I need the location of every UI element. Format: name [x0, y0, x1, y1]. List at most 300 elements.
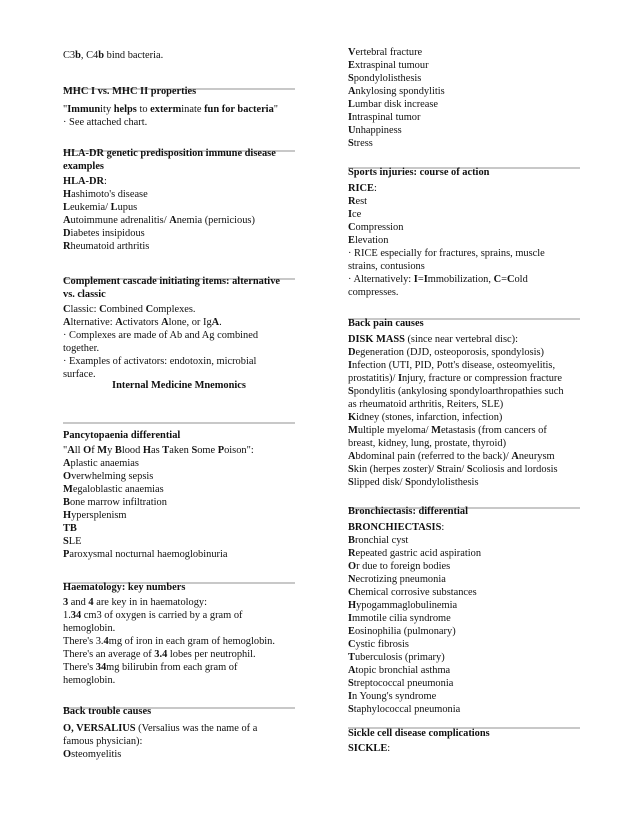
section-heading	[63, 582, 295, 595]
text-run: ystic fibrosis	[355, 639, 409, 650]
text-line	[63, 497, 295, 510]
mnemonic-letter: O	[348, 561, 357, 572]
mnemonic-letter: HLA-DR genetic predisposition immune disease	[63, 148, 276, 159]
text-line	[348, 438, 580, 451]
mnemonic-letter: I	[397, 373, 402, 384]
text-run: topic bronchial asthma	[355, 665, 451, 676]
text-run: bind bacteria.	[104, 50, 164, 61]
mnemonic-letter: C	[145, 304, 154, 315]
text-run: lipped disk/	[353, 477, 406, 488]
mnemonic-letter: A	[348, 665, 356, 676]
text-line	[348, 112, 580, 125]
text-run: as	[151, 445, 163, 456]
text-line	[348, 261, 580, 274]
mnemonic-letter: P	[63, 549, 70, 560]
mnemonic-letter: U	[348, 125, 356, 136]
mnemonic-letter: M	[431, 425, 441, 436]
mnemonic-letter: 4	[103, 636, 109, 647]
text-run: hemical corrosive substances	[355, 587, 477, 598]
text-run: ce	[352, 209, 362, 220]
text-run: ll	[74, 445, 84, 456]
text-line	[348, 652, 580, 665]
text-line	[63, 510, 295, 523]
text-line	[348, 138, 580, 151]
mnemonic-letter: HLA-DR	[63, 176, 104, 187]
mnemonic-letter: C	[348, 639, 356, 650]
text-run: are key in in haematology:	[93, 597, 208, 608]
text-run: :	[103, 176, 107, 187]
text-run: train/	[442, 464, 467, 475]
text-run: , C4	[80, 50, 99, 61]
mnemonic-letter: A	[211, 317, 220, 328]
mnemonic-letter: S	[348, 678, 354, 689]
text-line	[63, 623, 295, 636]
section-heading	[63, 706, 295, 719]
text-line	[348, 574, 580, 587]
text-run: ompression	[355, 222, 404, 233]
mnemonic-letter: S	[436, 464, 443, 475]
text-run: nfection (UTI, PID, Pott's disease, osteomyelitis,	[352, 360, 556, 371]
text-run: utoimmune adrenalitis/	[70, 215, 170, 226]
text-run: :	[373, 183, 377, 194]
text-line	[348, 347, 580, 360]
text-run: lobes per neutrophil.	[167, 649, 256, 660]
text-run: bdominal pain (referred to the back)/	[355, 451, 512, 462]
text-run: one marrow infiltration	[69, 497, 167, 508]
text-run: surface.	[63, 369, 96, 380]
text-run: uberculosis (primary)	[354, 652, 445, 663]
mnemonic-letter: I	[348, 613, 353, 624]
text-line	[63, 176, 295, 189]
text-line	[348, 464, 580, 477]
mnemonic-letter: R	[348, 548, 356, 559]
mnemonic-letter: examples	[63, 161, 104, 172]
text-run: xtraspinal tumour	[354, 60, 429, 71]
mnemonic-letter: fun	[204, 104, 220, 115]
mnemonic-letter: N	[348, 574, 356, 585]
mnemonic-letter: helps	[113, 104, 137, 115]
text-run: ombined	[106, 304, 146, 315]
text-line	[348, 373, 580, 386]
mnemonic-letter: Complement cascade initiating items: alternative	[63, 276, 281, 287]
text-line	[63, 317, 295, 330]
mnemonic-letter: b	[75, 50, 81, 61]
text-run: (Versalius was the name of a	[135, 723, 258, 734]
text-line	[63, 343, 295, 356]
mnemonic-letter: for bacteria	[221, 104, 274, 115]
text-line	[348, 386, 580, 399]
text-run: ecrotizing pneumonia	[355, 574, 446, 585]
mnemonic-letter: S	[348, 73, 354, 84]
text-line	[63, 675, 295, 688]
text-run: ome	[197, 445, 218, 456]
text-run: =	[501, 274, 507, 285]
text-run: cm3 of oxygen is carried by a gram of	[81, 610, 243, 621]
text-run: together.	[63, 343, 100, 354]
text-run: njury, fracture or compression fracture	[401, 373, 563, 384]
mnemonic-letter: H	[142, 445, 152, 456]
text-line	[63, 202, 295, 215]
text-run: nemia (pernicious)	[176, 215, 255, 226]
text-line	[348, 125, 580, 138]
mnemonic-letter: I	[348, 209, 353, 220]
text-line	[348, 678, 580, 691]
text-line	[348, 743, 580, 756]
text-run: inate	[181, 104, 205, 115]
mnemonic-letter: S	[348, 386, 354, 397]
mnemonic-letter: L	[110, 202, 118, 213]
mnemonic-letter: 4	[88, 597, 94, 608]
mnemonic-letter: B	[348, 535, 355, 546]
text-run: plastic anaemias	[70, 458, 139, 469]
text-run: r due to foreign bodies	[356, 561, 451, 572]
text-line	[63, 304, 295, 317]
text-line	[63, 228, 295, 241]
text-run: "	[63, 445, 68, 456]
text-run: lone, or Ig	[168, 317, 212, 328]
text-run: old	[514, 274, 528, 285]
mnemonic-letter: b	[98, 50, 105, 61]
text-line	[348, 222, 580, 235]
text-line	[348, 691, 580, 704]
text-run: pondylitis (ankylosing spondyloarthropathies such	[353, 386, 564, 397]
mnemonic-letter: 3	[63, 597, 69, 608]
text-run: 1.	[63, 610, 71, 621]
mnemonic-letter: S	[348, 138, 354, 149]
text-line	[63, 330, 295, 343]
text-run: · See attached chart.	[63, 117, 148, 128]
mnemonic-letter: C	[493, 274, 502, 285]
text-line	[348, 412, 580, 425]
mnemonic-letter: 3.4	[154, 649, 168, 660]
text-run: idney (stones, infarction, infection)	[356, 412, 503, 423]
mnemonic-letter: exterm	[150, 104, 182, 115]
text-run: pondylolisthesis	[410, 477, 479, 488]
mnemonic-letter: L	[348, 99, 355, 110]
text-run: pondylolisthesis	[353, 73, 422, 84]
mnemonic-letter: P	[217, 445, 225, 456]
text-line	[348, 248, 580, 261]
text-run: lood	[121, 445, 143, 456]
text-run: "	[273, 104, 279, 115]
text-run: kin (herpes zoster)/	[353, 464, 437, 475]
text-line	[348, 626, 580, 639]
text-run: mmobilization,	[427, 274, 494, 285]
text-run: y	[107, 445, 115, 456]
text-run: compresses.	[348, 287, 399, 298]
mnemonic-letter: I	[348, 360, 353, 371]
text-run: neurysm	[518, 451, 555, 462]
mnemonic-letter: S	[348, 464, 354, 475]
text-run: ypogammaglobulinemia	[356, 600, 458, 611]
mnemonic-letter: DISK MASS	[348, 334, 405, 345]
text-run: f	[91, 445, 98, 456]
mnemonic-letter: I	[348, 691, 353, 702]
text-line	[348, 47, 580, 60]
text-run: ntraspinal tumor	[352, 112, 421, 123]
mnemonic-letter: C	[348, 222, 356, 233]
mnemonic-letter: S	[348, 477, 354, 488]
text-run: iabetes insipidous	[70, 228, 145, 239]
text-line	[348, 600, 580, 613]
mnemonic-letter: K	[348, 412, 357, 423]
text-run: osinophilia (pulmonary)	[354, 626, 456, 637]
text-line	[348, 665, 580, 678]
text-line	[63, 471, 295, 484]
text-run: heumatoid arthritis	[70, 241, 150, 252]
mnemonic-letter: M	[63, 484, 73, 495]
mnemonic-letter: A	[169, 215, 177, 226]
mnemonic-letter: 34	[70, 610, 82, 621]
mnemonic-letter: A	[63, 215, 71, 226]
mnemonic-letter: L	[63, 202, 70, 213]
mnemonic-letter: H	[63, 510, 72, 521]
text-run: nkylosing spondylitis	[355, 86, 445, 97]
text-run: mg bilirubin from each gram of	[106, 662, 238, 673]
text-line	[348, 548, 580, 561]
text-line	[348, 535, 580, 548]
mnemonic-letter: T	[162, 445, 170, 456]
mnemonic-letter: V	[348, 47, 356, 58]
text-run: epeated gastric acid aspiration	[355, 548, 482, 559]
text-run: =	[417, 274, 424, 285]
mnemonic-letter: BRONCHIECTASIS	[348, 522, 442, 533]
text-line	[348, 287, 580, 300]
text-run: ultiple myeloma/	[357, 425, 432, 436]
mnemonic-letter: Bronchiectasis: differential	[348, 506, 468, 517]
text-run: verwhelming sepsis	[71, 471, 154, 482]
mnemonic-letter: B	[63, 497, 70, 508]
text-line	[348, 99, 580, 112]
text-run: nhappiness	[355, 125, 402, 136]
text-run: LE	[68, 536, 82, 547]
mnemonic-letter: D	[63, 228, 71, 239]
mnemonic-letter: S	[348, 704, 354, 715]
mnemonic-letter: MHC I vs. MHC II properties	[63, 86, 197, 97]
text-run: · RICE especially for fractures, sprains, muscle	[348, 248, 545, 259]
text-line	[63, 241, 295, 254]
text-line	[348, 704, 580, 717]
document-title	[63, 380, 295, 393]
mnemonic-letter: I	[413, 274, 418, 285]
mnemonic-letter: A	[348, 451, 356, 462]
mnemonic-letter: H	[63, 189, 72, 200]
text-line	[63, 104, 295, 117]
mnemonic-letter: RICE	[348, 183, 374, 194]
mnemonic-letter: TB	[63, 523, 77, 534]
text-line	[63, 649, 295, 662]
text-run: upus	[117, 202, 138, 213]
text-line	[348, 209, 580, 222]
mnemonic-letter: SICKLE	[348, 743, 388, 754]
mnemonic-letter: D	[348, 347, 356, 358]
text-run: steomyelitis	[71, 749, 122, 760]
mnemonic-letter: A	[348, 86, 356, 97]
mnemonic-letter: Haematology: key numbers	[63, 582, 186, 593]
text-line	[348, 522, 580, 535]
text-run: mmotile cilia syndrome	[352, 613, 451, 624]
text-line	[348, 425, 580, 438]
section-divider	[63, 422, 295, 424]
section-heading	[348, 728, 580, 741]
text-run: aroxysmal nocturnal haemoglobinuria	[69, 549, 228, 560]
text-line	[348, 183, 580, 196]
text-run: etastasis (from cancers of	[440, 425, 547, 436]
section-heading	[63, 289, 295, 302]
mnemonic-letter: E	[348, 235, 355, 246]
mnemonic-letter: E	[348, 626, 355, 637]
text-run: · Examples of activators: endotoxin, microbial	[63, 356, 257, 367]
text-run: lternative:	[70, 317, 116, 328]
mnemonic-letter: O	[83, 445, 92, 456]
text-run: C3	[63, 50, 76, 61]
text-run: :	[441, 522, 445, 533]
text-run: eukemia/	[69, 202, 111, 213]
section-heading	[63, 276, 295, 289]
section-heading	[63, 148, 295, 161]
text-line	[348, 235, 580, 248]
mnemonic-letter: C	[99, 304, 107, 315]
text-run: aken	[169, 445, 192, 456]
mnemonic-letter: Internal Medicine Mnemonics	[112, 380, 246, 391]
text-run: n Young's syndrome	[352, 691, 437, 702]
text-line	[348, 587, 580, 600]
text-run: lassic:	[70, 304, 100, 315]
text-run: mg of iron in each gram of hemoglobin.	[108, 636, 275, 647]
mnemonic-letter: Sickle cell disease complications	[348, 728, 490, 739]
text-line	[63, 636, 295, 649]
mnemonic-letter: C	[63, 304, 71, 315]
mnemonic-letter: S	[466, 464, 473, 475]
text-run: ashimoto's disease	[71, 189, 148, 200]
mnemonic-letter: C	[348, 587, 356, 598]
mnemonic-letter: O	[63, 749, 72, 760]
text-line	[63, 189, 295, 202]
text-line	[63, 662, 295, 675]
text-line	[63, 458, 295, 471]
mnemonic-letter: H	[348, 600, 357, 611]
text-run: ronchial cyst	[354, 535, 409, 546]
mnemonic-letter: M	[348, 425, 358, 436]
text-line	[63, 215, 295, 228]
mnemonic-letter: A	[115, 317, 123, 328]
text-run: and	[68, 597, 89, 608]
text-run: treptococcal pneumonia	[353, 678, 454, 689]
mnemonic-letter: S	[63, 536, 69, 547]
section-heading	[348, 506, 580, 519]
mnemonic-letter: A	[63, 458, 71, 469]
section-heading	[63, 86, 295, 99]
mnemonic-letter: I	[423, 274, 428, 285]
text-line	[63, 610, 295, 623]
text-line	[63, 749, 295, 762]
text-run: levation	[354, 235, 389, 246]
text-run: hemoglobin.	[63, 675, 116, 686]
text-line	[348, 196, 580, 209]
text-line	[348, 399, 580, 412]
text-line	[348, 477, 580, 490]
text-line	[348, 334, 580, 347]
text-line	[63, 736, 295, 749]
text-run: est	[355, 196, 368, 207]
text-run: · Complexes are made of Ab and Ag combined	[63, 330, 259, 341]
text-run: coliosis and lordosis	[472, 464, 558, 475]
text-run: oison":	[224, 445, 254, 456]
text-line	[63, 117, 295, 130]
mnemonic-letter: C	[506, 274, 515, 285]
text-line	[348, 613, 580, 626]
text-line	[348, 561, 580, 574]
mnemonic-letter: A	[67, 445, 75, 456]
text-line	[63, 356, 295, 369]
text-line	[63, 549, 295, 562]
text-line	[348, 360, 580, 373]
text-line	[63, 50, 295, 63]
section-heading	[63, 430, 295, 443]
text-run: egeneration (DJD, osteoporosis, spondylosis)	[355, 347, 544, 358]
text-run: taphylococcal pneumonia	[353, 704, 461, 715]
text-line	[348, 639, 580, 652]
text-run: ity	[100, 104, 114, 115]
mnemonic-letter: R	[63, 241, 71, 252]
mnemonic-letter: A	[161, 317, 169, 328]
text-run: · Alternatively:	[348, 274, 414, 285]
text-run: tress	[353, 138, 373, 149]
text-run: egaloblastic anaemias	[72, 484, 164, 495]
mnemonic-letter: I	[348, 112, 353, 123]
text-run: There's	[63, 662, 96, 673]
mnemonic-letter: Pancytopaenia differential	[63, 430, 181, 441]
text-run: omplexes.	[153, 304, 196, 315]
text-run: ertebral fracture	[355, 47, 423, 58]
text-line	[63, 597, 295, 610]
text-run: as rheumatoid arthritis, Reiters, SLE)	[348, 399, 504, 410]
text-run: :	[387, 743, 391, 754]
text-run: umbar disk increase	[354, 99, 439, 110]
mnemonic-letter: O	[63, 471, 72, 482]
text-line	[348, 73, 580, 86]
text-line	[348, 60, 580, 73]
text-line	[63, 536, 295, 549]
mnemonic-letter: R	[348, 196, 356, 207]
mnemonic-letter: Back pain causes	[348, 318, 424, 329]
text-run: famous physician):	[63, 736, 143, 747]
text-run: breast, kidney, lung, prostate, thyroid)	[348, 438, 507, 449]
mnemonic-letter: T	[348, 652, 355, 663]
text-run: to	[136, 104, 151, 115]
mnemonic-letter: B	[114, 445, 122, 456]
mnemonic-letter: M	[97, 445, 108, 456]
mnemonic-letter: S	[191, 445, 198, 456]
text-line	[63, 445, 295, 458]
text-line	[63, 484, 295, 497]
section-heading	[348, 318, 580, 331]
text-line	[63, 523, 295, 536]
mnemonic-letter: 34	[95, 662, 107, 673]
mnemonic-letter: Sports injuries: course of action	[348, 167, 490, 178]
text-run: There's 3.	[63, 636, 104, 647]
text-run: strains, contusions	[348, 261, 425, 272]
text-run: .	[219, 317, 222, 328]
text-run: There's an average of	[63, 649, 155, 660]
section-heading	[63, 161, 295, 174]
mnemonic-letter: vs. classic	[63, 289, 106, 300]
mnemonic-letter: Back trouble causes	[63, 706, 152, 717]
text-line	[348, 274, 580, 287]
mnemonic-letter: O, VERSALIUS	[63, 723, 136, 734]
text-run: prostatitis)/	[348, 373, 398, 384]
text-run: ypersplenism	[71, 510, 127, 521]
